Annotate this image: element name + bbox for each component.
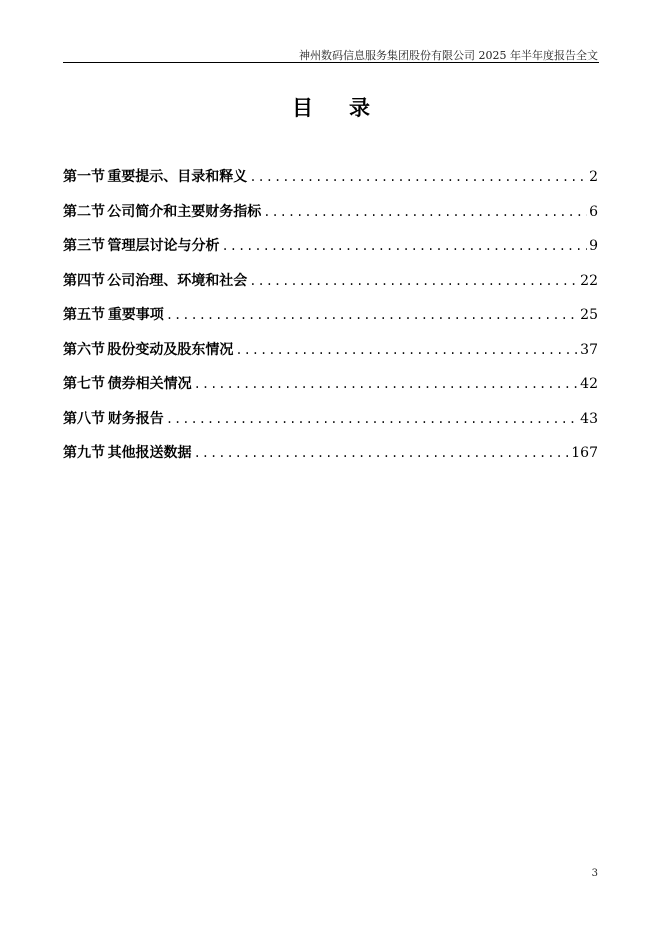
toc-entry-6[interactable] <box>63 339 598 374</box>
toc-section-label: 第三节 <box>63 238 105 254</box>
toc-section-title: 债券相关情况 <box>107 376 192 392</box>
toc-section-title: 公司治理、环境和社会 <box>107 272 248 289</box>
toc-list <box>63 166 598 477</box>
toc-entry-4[interactable] <box>63 270 598 305</box>
toc-dot-leader <box>249 274 578 288</box>
toc-section-title: 重要提示、目录和释义 <box>107 169 248 185</box>
toc-entry-7[interactable] <box>63 373 598 408</box>
toc-section-label: 第六节 <box>63 341 105 358</box>
toc-section-label: 第九节 <box>63 445 105 461</box>
toc-dot-leader <box>166 412 578 426</box>
toc-page-number: 25 <box>580 307 598 323</box>
toc-entry-5[interactable] <box>63 304 598 339</box>
toc-section-label: 第七节 <box>63 376 105 392</box>
toc-section-label: 第二节 <box>63 203 105 220</box>
toc-page-number: 37 <box>580 341 598 358</box>
toc-page-number: 6 <box>589 203 598 220</box>
toc-entry-9[interactable] <box>63 442 598 477</box>
toc-section-title: 股份变动及股东情况 <box>107 341 234 358</box>
toc-entry-8[interactable] <box>63 408 598 443</box>
running-header: 神州数码信息服务集团股份有限公司 2025 年半年度报告全文 <box>299 49 598 62</box>
toc-section-title: 重要事项 <box>107 307 164 323</box>
toc-entry-2[interactable] <box>63 201 598 236</box>
toc-page-number: 167 <box>571 445 598 461</box>
toc-page-number: 42 <box>580 376 598 392</box>
toc-page-number: 43 <box>580 410 598 427</box>
toc-dot-leader <box>249 170 587 184</box>
toc-entry-1[interactable] <box>63 166 598 201</box>
toc-page-number: 22 <box>580 272 598 289</box>
toc-dot-leader <box>166 308 578 322</box>
toc-page-number: 2 <box>589 169 598 185</box>
page-number: 3 <box>591 868 598 879</box>
toc-dot-leader <box>222 239 588 253</box>
toc-section-title: 财务报告 <box>107 410 164 427</box>
toc-section-label: 第五节 <box>63 307 105 323</box>
toc-section-title: 公司简介和主要财务指标 <box>107 203 262 220</box>
header-divider <box>63 62 599 63</box>
toc-section-label: 第八节 <box>63 410 105 427</box>
toc-entry-3[interactable] <box>63 235 598 270</box>
toc-section-title: 管理层讨论与分析 <box>107 238 220 254</box>
toc-page-number: 9 <box>589 238 598 254</box>
toc-section-label: 第四节 <box>63 272 105 289</box>
toc-dot-leader <box>194 446 570 460</box>
toc-dot-leader <box>235 343 578 357</box>
toc-dot-leader <box>194 377 579 391</box>
toc-section-title: 其他报送数据 <box>107 445 192 461</box>
toc-title: 目录 <box>292 95 406 120</box>
toc-section-label: 第一节 <box>63 169 105 185</box>
toc-dot-leader <box>263 205 587 219</box>
